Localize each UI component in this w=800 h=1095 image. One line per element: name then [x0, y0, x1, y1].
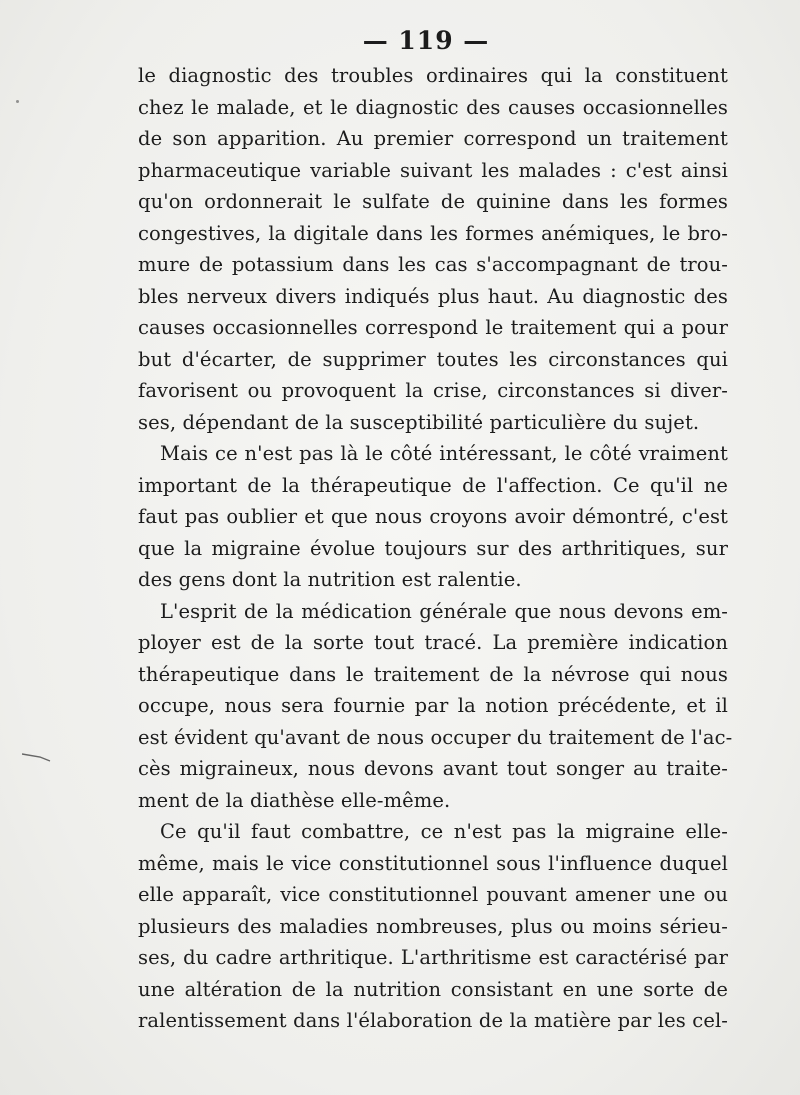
text-line: favorisent ou provoquent la crise, circonstances si diver-: [138, 379, 728, 402]
text-line: occupe, nous sera fournie par la notion précédente, et il: [138, 694, 728, 717]
text-line: ment de la diathèse elle-même.: [138, 788, 451, 812]
text-line: Ce qu'il faut combattre, ce n'est pas la migraine elle-: [160, 820, 728, 843]
text-line: elle apparaît, vice constitutionnel pouvant amener une ou: [138, 883, 728, 906]
text-line: le diagnostic des troubles ordinaires qui la constituent: [138, 64, 728, 87]
text-line: bles nerveux divers indiqués plus haut. Au diagnostic des: [138, 284, 728, 308]
text-line: L'esprit de la médication générale que nous devons em-: [160, 599, 728, 623]
margin-mark-icon: [22, 752, 52, 762]
text-line: thérapeutique dans le traitement de la névrose qui nous: [138, 662, 728, 686]
text-line: chez le malade, et le diagnostic des causes occasionnelles: [138, 95, 728, 119]
text-line: congestives, la digitale dans les formes anémiques, le bro-: [138, 221, 728, 245]
text-line: est évident qu'avant de nous occuper du traitement de l'ac-: [138, 725, 733, 749]
page-number: — 119 —: [362, 26, 490, 55]
text-line: une altération de la nutrition consistant en une sorte de: [138, 977, 728, 1001]
text-line: des gens dont la nutrition est ralentie.: [138, 568, 522, 591]
text-line: faut pas oublier et que nous croyons avoir démontré, c'est: [138, 505, 728, 528]
text-line: but d'écarter, de supprimer toutes les circonstances qui: [138, 347, 728, 371]
text-line: même, mais le vice constitutionnel sous l'influence duquel: [138, 851, 728, 875]
text-line: cès migraineux, nous devons avant tout songer au traite-: [138, 757, 728, 780]
text-line: que la migraine évolue toujours sur des arthritiques, sur: [138, 536, 728, 560]
text-line: important de la thérapeutique de l'affection. Ce qu'il ne: [138, 473, 728, 497]
text-line: plusieurs des maladies nombreuses, plus ou moins sérieu-: [138, 914, 728, 938]
text-line: ses, du cadre arthritique. L'arthritisme est caractérisé par: [138, 946, 728, 969]
margin-speck: [16, 100, 19, 103]
text-line: Mais ce n'est pas là le côté intéressant, le côté vraiment: [160, 442, 728, 465]
text-line: causes occasionnelles correspond le traitement qui a pour: [138, 316, 728, 339]
text-line: pharmaceutique variable suivant les malades : c'est ainsi: [138, 158, 728, 182]
text-line: ployer est de la sorte tout tracé. La première indication: [138, 631, 728, 654]
text-line: ses, dépendant de la susceptibilité particulière du sujet.: [138, 410, 700, 434]
body-text: [138, 60, 733, 1037]
text-line: mure de potassium dans les cas s'accompagnant de trou-: [138, 253, 728, 276]
text-line: ralentissement dans l'élaboration de la matière par les cel-: [138, 1009, 728, 1032]
text-line: qu'on ordonnerait le sulfate de quinine dans les formes: [138, 190, 728, 213]
text-line: de son apparition. Au premier correspond un traitement: [138, 127, 728, 150]
